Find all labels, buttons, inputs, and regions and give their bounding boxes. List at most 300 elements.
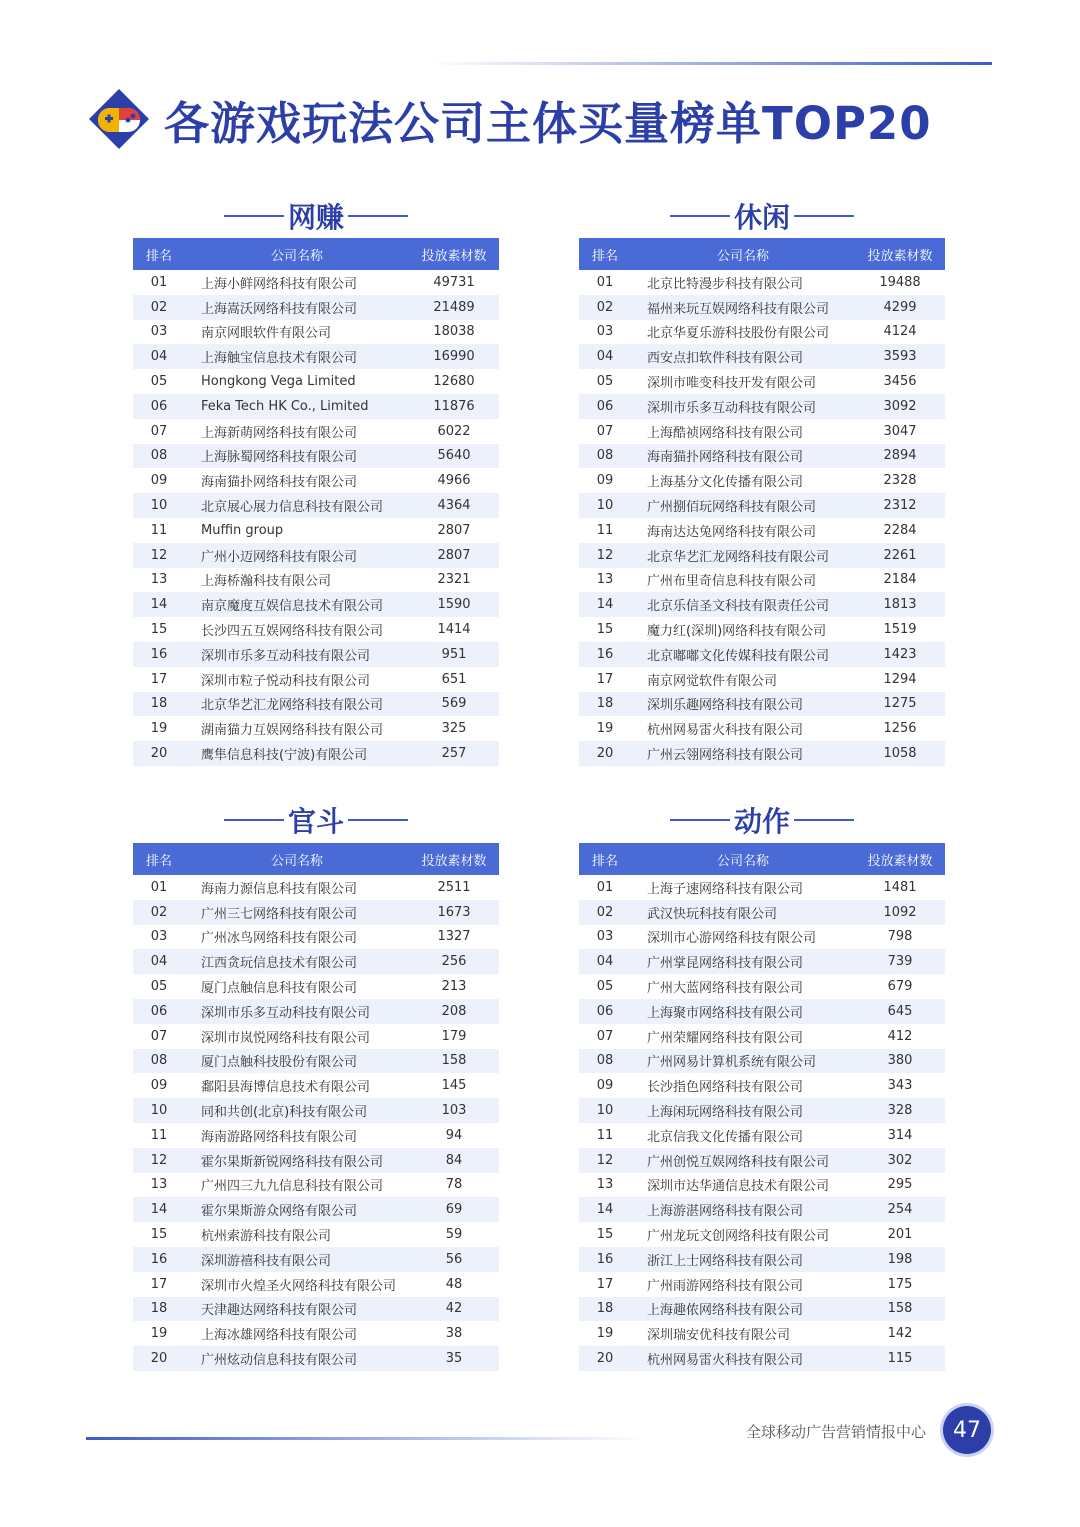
company-cell: 厦门点触信息科技有限公司 [201,981,358,997]
table-row [579,741,945,766]
count-cell: 5640 [409,444,499,469]
count-cell: 739 [855,949,945,974]
company-cell: 天津趣达网络科技有限公司 [185,1297,409,1322]
company-cell: 浙江上士网络科技有限公司 [631,1247,855,1272]
count-cell: 302 [855,1148,945,1173]
company-cell: 上海冰雄网络科技有限公司 [201,1328,358,1344]
company-cell: 广州三七网络科技有限公司 [185,900,409,925]
company-cell: 深圳市岚悦网络科技有限公司 [201,1030,371,1046]
table-row [579,974,945,999]
rank-cell: 14 [579,1197,631,1222]
count-cell: 295 [887,1177,913,1193]
rank-cell: 12 [133,543,185,568]
table-row [579,543,945,568]
count-cell: 16990 [409,344,499,369]
count-cell: 158 [855,1297,945,1322]
table-row [579,1024,945,1049]
table-row [133,900,499,925]
table-row [133,1148,499,1173]
table-row [579,444,945,469]
rank-cell: 04 [133,344,185,369]
company-cell: Muffin group [201,522,284,538]
table-row [579,320,945,345]
rank-cell: 06 [133,999,185,1024]
company-cell: 上海新萌网络科技有限公司 [201,425,358,441]
company-cell: 海南达达兔网络科技有限公司 [647,524,817,540]
company-cell: 北京信我文化传播有限公司 [647,1129,804,1145]
company-cell: 北京华艺汇龙网络科技有限公司 [631,543,855,568]
table-row [133,1247,499,1272]
rank-cell: 20 [579,741,631,766]
section-title-guandou: 官斗 [133,800,499,840]
section-dash [224,819,284,821]
count-cell: 645 [855,999,945,1024]
company-cell: 上海酷祯网络科技有限公司 [647,425,804,441]
company-cell: 海南猫扑网络科技有限公司 [631,444,855,469]
company-cell: 上海基分文化传播有限公司 [647,475,804,491]
count-cell: 3456 [883,374,917,390]
company-cell: 广州创悦互娱网络科技有限公司 [631,1148,855,1173]
company-cell: 湖南猫力互娱网络科技有限公司 [201,723,384,739]
rank-cell: 10 [133,1098,185,1123]
rank-cell: 04 [133,949,185,974]
count-cell: 1294 [883,671,917,687]
table-row [133,1049,499,1074]
table-row [133,493,499,518]
rank-cell: 19 [596,721,614,737]
rank-cell: 01 [150,879,168,895]
company-cell: 广州雨游网络科技有限公司 [647,1278,804,1294]
rank-cell: 07 [150,1028,168,1044]
company-cell: 深圳市乐多互动科技有限公司 [185,999,409,1024]
rank-cell: 13 [150,572,168,588]
header-company: 公司名称 [185,843,409,875]
page-title: 各游戏玩法公司主体买量榜单TOP20 [164,96,932,150]
company-cell: 广州大蓝网络科技有限公司 [647,981,804,997]
count-cell: 3092 [855,394,945,419]
company-cell: 广州荣耀网络科技有限公司 [647,1030,804,1046]
company-cell: 南京网觉软件有限公司 [647,673,778,689]
rank-cell: 11 [150,522,168,538]
company-cell: 上海聚市网络科技有限公司 [631,999,855,1024]
rank-cell: 03 [150,929,168,945]
table-row [579,642,945,667]
company-cell: 鄱阳县海博信息技术有限公司 [201,1080,371,1096]
rank-cell: 15 [596,622,614,638]
table-row [579,900,945,925]
company-cell: 魔力红(深圳)网络科技有限公司 [647,624,827,640]
table-row [133,875,499,900]
company-cell: 广州小迈网络科技有限公司 [185,543,409,568]
count-cell: 1519 [883,622,917,638]
count-cell: 314 [887,1127,913,1143]
company-cell: 上海子速网络科技有限公司 [647,881,804,897]
count-cell: 569 [409,692,499,717]
ranking-table-xiuxian [579,238,945,766]
table-row [579,1321,945,1346]
rank-cell: 04 [579,949,631,974]
table-row [133,344,499,369]
rank-cell: 07 [596,1028,614,1044]
count-cell: 4966 [437,473,471,489]
table-row [133,369,499,394]
rank-cell: 10 [579,1098,631,1123]
rank-cell: 15 [596,1227,614,1243]
section-dash [794,215,854,217]
company-cell: 霍尔果斯游众网络有限公司 [185,1197,409,1222]
table-row [133,1321,499,1346]
rank-cell: 18 [133,1297,185,1322]
count-cell: 1813 [855,592,945,617]
table-row [579,568,945,593]
ranking-table-wangzhuan [133,238,499,766]
rank-cell: 07 [150,423,168,439]
company-cell: 北京乐信圣文科技有限责任公司 [631,592,855,617]
count-cell: 951 [409,642,499,667]
ranking-table-dongzuo [579,843,945,1371]
rank-cell: 06 [579,999,631,1024]
company-cell: 北京华夏乐游科技股份有限公司 [647,326,830,342]
count-cell: 158 [409,1049,499,1074]
table-row [133,320,499,345]
company-cell: 长沙四五互娱网络科技有限公司 [201,624,384,640]
table-row [579,419,945,444]
rank-cell: 14 [579,592,631,617]
count-cell: 78 [445,1177,463,1193]
count-cell: 380 [855,1049,945,1074]
table-row [579,1247,945,1272]
table-row [133,716,499,741]
header-count: 投放素材数 [855,843,945,875]
company-cell: 武汉快玩科技有限公司 [631,900,855,925]
company-cell: 上海闲玩网络科技有限公司 [631,1098,855,1123]
section-dash [670,819,730,821]
table-row [579,1197,945,1222]
count-cell: 115 [855,1346,945,1371]
count-cell: 2284 [883,522,917,538]
rank-cell: 20 [133,741,185,766]
table-row [133,1197,499,1222]
table-row [133,974,499,999]
company-cell: 深圳市火煌圣火网络科技有限公司 [201,1278,397,1294]
rank-cell: 01 [596,274,614,290]
company-cell: 上海小鲜网络科技有限公司 [201,276,358,292]
company-cell: 深圳乐趣网络科技有限公司 [631,692,855,717]
section-dash [224,215,284,217]
count-cell: 1275 [855,692,945,717]
page-number: 47 [943,1406,991,1454]
count-cell: 201 [887,1227,913,1243]
company-cell: 上海游湛网络科技有限公司 [631,1197,855,1222]
table-row [133,741,499,766]
count-cell: 257 [409,741,499,766]
rank-cell: 03 [596,929,614,945]
header-rank: 排名 [133,843,185,875]
count-cell: 49731 [433,274,475,290]
count-cell: 2261 [855,543,945,568]
rank-cell: 08 [133,444,185,469]
count-cell: 59 [445,1227,463,1243]
count-cell: 1058 [855,741,945,766]
company-cell: 海南猫扑网络科技有限公司 [201,475,358,491]
count-cell: 4299 [855,295,945,320]
rank-cell: 20 [133,1346,185,1371]
count-cell: 256 [409,949,499,974]
rank-cell: 09 [596,1078,614,1094]
rank-cell: 01 [150,274,168,290]
count-cell: 325 [441,721,467,737]
company-cell: 深圳市心游网络科技有限公司 [647,931,817,947]
rank-cell: 06 [133,394,185,419]
rank-cell: 09 [150,473,168,489]
count-cell: 679 [887,979,913,995]
company-cell: 西安点扣软件科技有限公司 [631,344,855,369]
page-header [86,84,932,154]
company-cell: 南京魔度互娱信息技术有限公司 [185,592,409,617]
rank-cell: 10 [133,493,185,518]
table-row [579,344,945,369]
table-row [579,1123,945,1148]
company-cell: 北京华艺汇龙网络科技有限公司 [185,692,409,717]
table-row [133,692,499,717]
count-cell: 103 [409,1098,499,1123]
company-cell: 深圳市唯变科技开发有限公司 [647,376,817,392]
company-cell: 北京展心展力信息科技有限公司 [185,493,409,518]
section-title-dongzuo: 动作 [579,800,945,840]
table-row [579,1049,945,1074]
count-cell: 2328 [883,473,917,489]
count-cell: 19488 [879,274,921,290]
rank-cell: 17 [596,671,614,687]
table-row [579,270,945,295]
table-row [579,592,945,617]
rank-cell: 07 [596,423,614,439]
count-cell: 1423 [855,642,945,667]
count-cell: 4124 [883,324,917,340]
rank-cell: 09 [596,473,614,489]
table-row [133,394,499,419]
rank-cell: 02 [133,900,185,925]
company-cell: 广州云翎网络科技有限公司 [631,741,855,766]
count-cell: 2894 [855,444,945,469]
section-dash [794,819,854,821]
rank-cell: 01 [596,879,614,895]
company-cell: 长沙指色网络科技有限公司 [647,1080,804,1096]
table-row [133,1024,499,1049]
company-cell: 深圳市乐多互动科技有限公司 [631,394,855,419]
table-row [579,617,945,642]
table-row [579,925,945,950]
rank-cell: 14 [133,1197,185,1222]
count-cell: 328 [855,1098,945,1123]
company-cell: 上海触宝信息技术有限公司 [185,344,409,369]
header-company: 公司名称 [185,238,409,270]
section-dash [348,819,408,821]
rank-cell: 03 [596,324,614,340]
count-cell: 142 [887,1326,913,1342]
header-company: 公司名称 [631,843,855,875]
rank-cell: 02 [133,295,185,320]
header-count: 投放素材数 [409,843,499,875]
count-cell: 94 [445,1127,463,1143]
rank-cell: 11 [596,1127,614,1143]
rank-cell: 13 [150,1177,168,1193]
table-row [579,667,945,692]
count-cell: 3047 [883,423,917,439]
company-cell: 海南力源信息科技有限公司 [201,881,358,897]
footer-org: 全球移动广告营销情报中心 [745,1423,926,1441]
company-cell: 广州布里奇信息科技有限公司 [647,574,817,590]
table-row [579,1148,945,1173]
count-cell: 2321 [437,572,471,588]
rank-cell: 03 [150,324,168,340]
table-row [133,1073,499,1098]
rank-cell: 02 [579,900,631,925]
count-cell: 1092 [855,900,945,925]
table-row [579,394,945,419]
company-cell: 广州炫动信息科技有限公司 [185,1346,409,1371]
rank-cell: 15 [150,622,168,638]
count-cell: 412 [887,1028,913,1044]
count-cell: 42 [409,1297,499,1322]
section-title-xiuxian: 休闲 [579,196,945,236]
table-row [579,1297,945,1322]
count-cell: 208 [409,999,499,1024]
company-cell: 北京比特漫步科技有限公司 [647,276,804,292]
table-row [133,518,499,543]
count-cell: 35 [409,1346,499,1371]
table-row [133,295,499,320]
rank-cell: 12 [133,1148,185,1173]
table-row [133,1222,499,1247]
count-cell: 1327 [437,929,471,945]
table-row [133,468,499,493]
rank-cell: 17 [150,671,168,687]
section-title-wangzhuan: 网赚 [133,196,499,236]
company-cell: 深圳瑞安优科技有限公司 [647,1328,791,1344]
company-cell: 广州掌昆网络科技有限公司 [631,949,855,974]
count-cell: 56 [409,1247,499,1272]
table-row [579,1272,945,1297]
count-cell: 3593 [855,344,945,369]
count-cell: 1673 [409,900,499,925]
count-cell: 84 [409,1148,499,1173]
company-cell: 深圳市乐多互动科技有限公司 [185,642,409,667]
table-row [133,667,499,692]
company-cell: 广州龙玩文创网络科技有限公司 [647,1229,830,1245]
table-row [579,949,945,974]
table-row [579,518,945,543]
table-row [133,617,499,642]
section-dash [670,215,730,217]
table-row [579,295,945,320]
company-cell: 厦门点触科技股份有限公司 [185,1049,409,1074]
count-cell: 213 [441,979,467,995]
rank-cell: 05 [596,979,614,995]
table-row [133,1123,499,1148]
header-rank: 排名 [133,238,185,270]
rank-cell: 15 [150,1227,168,1243]
company-cell: 北京嘟嘟文化传媒科技有限公司 [631,642,855,667]
rank-cell: 20 [579,1346,631,1371]
count-cell: 69 [409,1197,499,1222]
rank-cell: 18 [579,692,631,717]
count-cell: 2807 [409,543,499,568]
table-row [579,1098,945,1123]
company-cell: 杭州网易雷火科技有限公司 [631,1346,855,1371]
bottom-divider [86,1437,646,1440]
table-row [133,543,499,568]
count-cell: 1256 [883,721,917,737]
rank-cell: 17 [150,1276,168,1292]
table-row [133,949,499,974]
table-row [133,1173,499,1198]
company-cell: Hongkong Vega Limited [201,374,356,390]
company-cell: 霍尔果斯新锐网络科技有限公司 [185,1148,409,1173]
count-cell: 2511 [437,879,471,895]
company-cell: 上海脉蜀网络科技有限公司 [185,444,409,469]
header-company: 公司名称 [631,238,855,270]
header-count: 投放素材数 [855,238,945,270]
table-row [579,716,945,741]
rank-cell: 11 [596,522,614,538]
table-row [133,419,499,444]
count-cell: 175 [887,1276,913,1292]
header-rank: 排名 [579,843,631,875]
table-row [579,1222,945,1247]
rank-cell: 16 [579,1247,631,1272]
count-cell: 18038 [433,324,475,340]
count-cell: 38 [445,1326,463,1342]
company-cell: 深圳市粒子悦动科技有限公司 [201,673,371,689]
count-cell: 343 [887,1078,913,1094]
rank-cell: 06 [579,394,631,419]
table-row [579,999,945,1024]
gamepad-icon [86,86,152,152]
count-cell: 4364 [409,493,499,518]
count-cell: 1414 [437,622,471,638]
company-cell: 江西贪玩信息技术有限公司 [185,949,409,974]
rank-cell: 16 [133,1247,185,1272]
rank-cell: 18 [133,692,185,717]
company-cell: 上海趣侬网络科技有限公司 [631,1297,855,1322]
rank-cell: 12 [579,1148,631,1173]
count-cell: 798 [887,929,913,945]
company-cell: 广州冰鸟网络科技有限公司 [201,931,358,947]
table-row [133,270,499,295]
company-cell: 广州四三九九信息科技有限公司 [201,1179,384,1195]
table-row [579,1173,945,1198]
rank-cell: 08 [579,444,631,469]
table-row [579,1346,945,1371]
table-row [579,875,945,900]
rank-cell: 08 [579,1049,631,1074]
table-row [133,1272,499,1297]
table-row [133,925,499,950]
table-row [133,1297,499,1322]
rank-cell: 05 [150,979,168,995]
rank-cell: 05 [150,374,168,390]
company-cell: 广州网易计算机系统有限公司 [631,1049,855,1074]
count-cell: 179 [441,1028,467,1044]
rank-cell: 19 [150,721,168,737]
company-cell: 杭州网易雷火科技有限公司 [647,723,804,739]
count-cell: 145 [441,1078,467,1094]
table-row [579,692,945,717]
count-cell: 11876 [409,394,499,419]
count-cell: 651 [441,671,467,687]
company-cell: 深圳游禧科技有限公司 [185,1247,409,1272]
